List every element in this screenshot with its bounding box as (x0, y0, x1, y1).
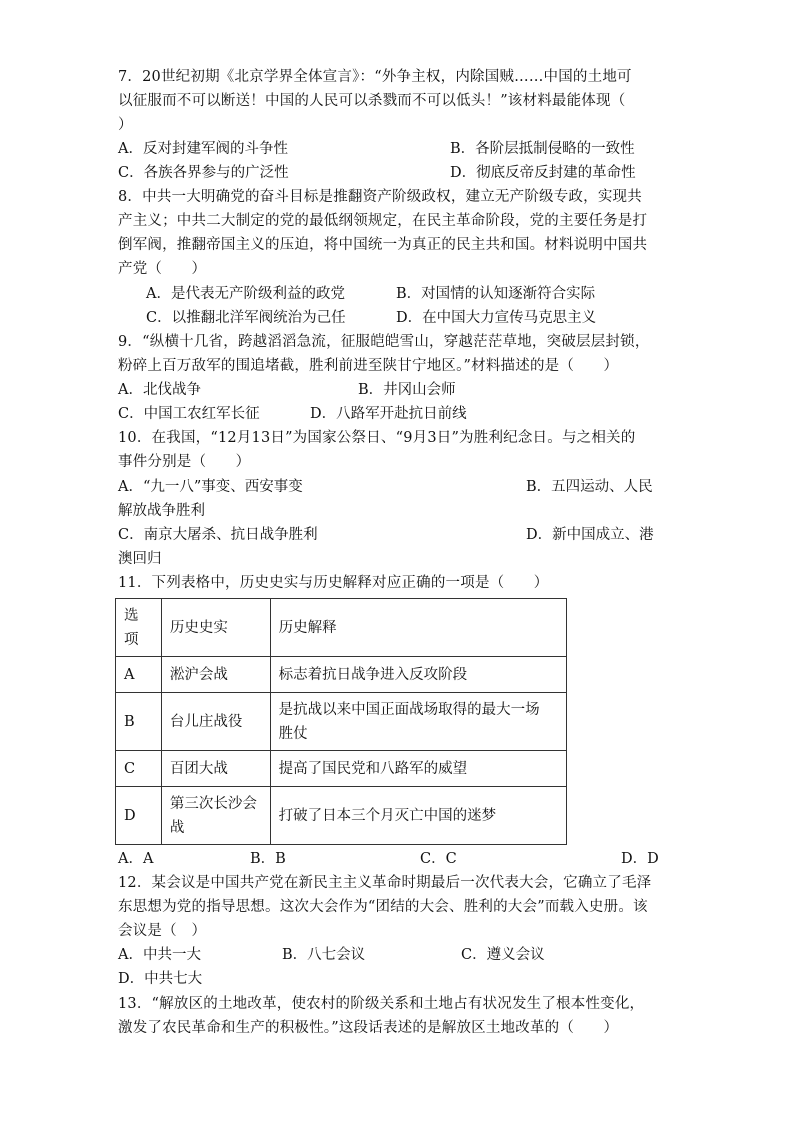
q7-stem-line3: ） (118, 117, 133, 133)
q9-option-d: D．八路军开赴抗日前线 (310, 406, 467, 422)
q13-stem-line1: 13．“解放区的土地改革，使农村的阶级关系和土地占有状况发生了根本性变化， (118, 996, 645, 1012)
history-table (115, 598, 567, 845)
q12-option-c: C．遵义会议 (461, 947, 545, 963)
table-cell-option: D (116, 787, 162, 845)
q7-option-c: C．各族各界参与的广泛性 (118, 165, 289, 181)
q11-stem: 11．下列表格中，历史史实与历史解释对应正确的一项是（ ） (118, 575, 549, 591)
table-row (116, 787, 567, 845)
table-header-option: 选项 (116, 599, 162, 657)
table-row (116, 657, 567, 693)
q10-stem-line1: 10．在我国，“12月13日”为国家公祭日、“9月3日”为胜利纪念日。与之相关的 (118, 430, 636, 446)
q8-stem-line2: 产主义；中共二大制定的党的最低纲领规定，在民主革命阶段，党的主要任务是打 (118, 213, 648, 229)
q8-stem-line4: 产党（ ） (118, 261, 207, 277)
table-cell-fact: 台儿庄战役 (161, 693, 270, 751)
table-cell-explanation: 打破了日本三个月灭亡中国的迷梦 (270, 787, 566, 845)
q7-option-b: B．各阶层抵制侵略的一致性 (450, 141, 635, 157)
table-header-explanation: 历史解释 (270, 599, 566, 657)
table-cell-fact: 第三次长沙会战 (161, 787, 270, 845)
q10-option-a: A．“九一八”事变、西安事变 (118, 479, 303, 495)
q9-option-a: A．北伐战争 (118, 382, 201, 398)
q9-option-b: B．井冈山会师 (358, 382, 456, 398)
q12-option-b: B．八七会议 (282, 947, 366, 963)
table-row (116, 693, 567, 751)
q12-option-d: D．中共七大 (118, 971, 203, 987)
q11-option-a: A．A (118, 851, 154, 867)
q12-stem-line1: 12．某会议是中国共产党在新民主主义革命时期最后一次代表大会，它确立了毛泽 (118, 875, 652, 891)
q7-option-a: A．反对封建军阀的斗争性 (118, 141, 288, 157)
table-cell-explanation: 提高了国民党和八路军的威望 (270, 751, 566, 787)
q8-option-b: B．对国情的认知逐渐符合实际 (396, 286, 596, 302)
table-header-fact: 历史史实 (161, 599, 270, 657)
q9-option-c: C．中国工农红军长征 (118, 406, 260, 422)
table-header-row (116, 599, 567, 657)
q9-stem-line2: 粉碎上百万敌军的围追堵截，胜利前进至陕甘宁地区。”材料描述的是（ ） (118, 358, 619, 374)
q10-option-b-cont: 解放战争胜利 (118, 503, 205, 519)
q12-option-a: A．中共一大 (118, 947, 201, 963)
q10-option-d-cont: 澳回归 (118, 551, 162, 567)
table-cell-option: C (116, 751, 162, 787)
table-cell-fact: 百团大战 (161, 751, 270, 787)
table-cell-fact: 淞沪会战 (161, 657, 270, 693)
q12-stem-line3: 会议是（ ） (118, 923, 207, 939)
q8-option-a: A．是代表无产阶级利益的政党 (146, 286, 345, 302)
q8-stem-line3: 倒军阀，推翻帝国主义的压迫，将中国统一为真正的民主共和国。材料说明中国共 (118, 237, 648, 253)
q11-option-d: D．D (621, 851, 659, 867)
q10-option-d: D．新中国成立、港 (526, 527, 654, 543)
q10-option-c: C．南京大屠杀、抗日战争胜利 (118, 527, 318, 543)
table-cell-explanation: 是抗战以来中国正面战场取得的最大一场胜仗 (270, 693, 566, 751)
q8-option-c: C．以推翻北洋军阀统治为己任 (146, 310, 346, 326)
q7-stem-line2: 以征服而不可以断送！中国的人民可以杀戮而不可以低头！”该材料最能体现（ (118, 93, 626, 109)
q10-option-b: B．五四运动、人民 (526, 479, 653, 495)
q9-stem-line1: 9．“纵横十几省，跨越滔滔急流，征服皑皑雪山，穿越茫茫草地，突破层层封锁， (118, 334, 650, 350)
q8-stem-line1: 8．中共一大明确党的奋斗目标是推翻资产阶级政权，建立无产阶级专政，实现共 (118, 189, 642, 205)
table-cell-option: A (116, 657, 162, 693)
table-cell-option: B (116, 693, 162, 751)
q10-stem-line2: 事件分别是（ ） (118, 454, 251, 470)
q11-option-c: C．C (420, 851, 457, 867)
table-cell-explanation: 标志着抗日战争进入反攻阶段 (270, 657, 566, 693)
q11-option-b: B．B (250, 851, 286, 867)
q12-stem-line2: 东思想为党的指导思想。这次大会作为“团结的大会、胜利的大会”而载入史册。该 (118, 899, 648, 915)
q7-stem-line1: 7．20世纪初期《北京学界全体宣言》：“外争主权，内除国贼……中国的土地可 (118, 69, 632, 85)
table-row (116, 751, 567, 787)
q8-option-d: D．在中国大力宣传马克思主义 (396, 310, 597, 326)
q13-stem-line2: 激发了农民革命和生产的积极性。”这段话表述的是解放区土地改革的（ ） (118, 1020, 619, 1036)
q7-option-d: D．彻底反帝反封建的革命性 (450, 165, 636, 181)
